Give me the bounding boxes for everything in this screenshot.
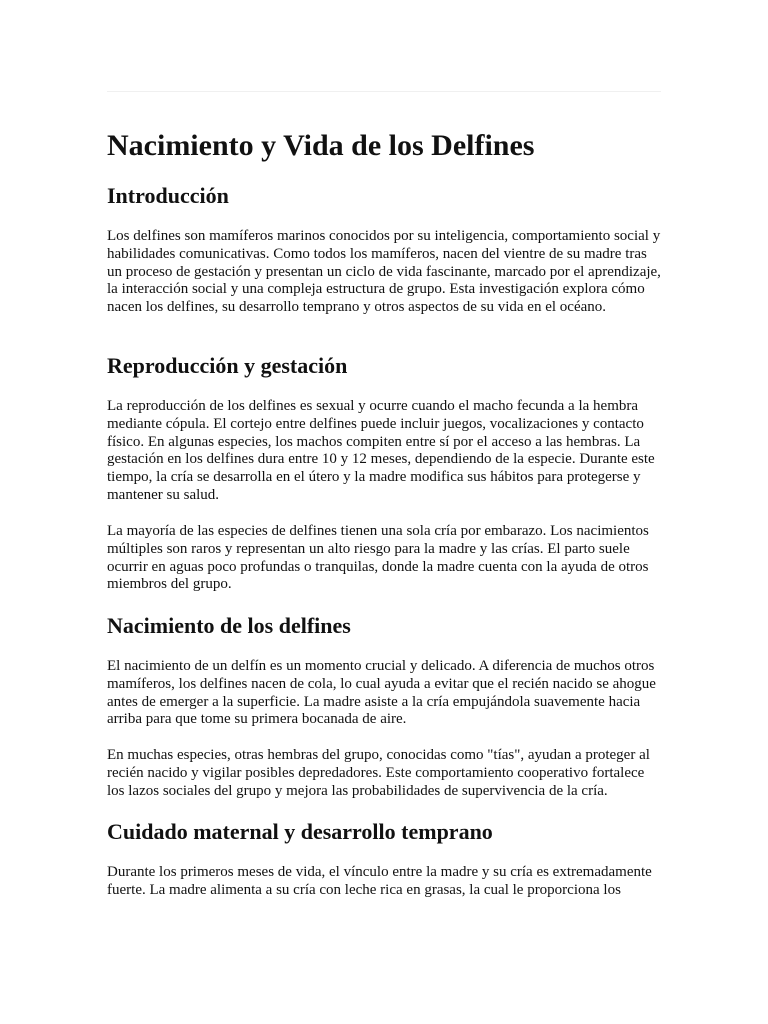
paragraph-nacimiento-2: En muchas especies, otras hembras del grupo, conocidas como "tías", ayudan a proteger al recién nacido y vigilar posibles depredadores. Este comportamiento cooperativo fortalece los lazos sociales del grupo y mejora las probabilidades de supervivencia de la cría. [107, 747, 650, 799]
paragraph-nacimiento-1: El nacimiento de un delfín es un momento crucial y delicado. A diferencia de muchos otros mamíferos, los delfines nacen de cola, lo cual ayuda a evitar que el recién nacido se ahogue antes de emerger a la superficie. La madre asiste a la cría empujándola suavemente hacia arriba para que tome su primera bocanada de aire. [107, 658, 656, 728]
paragraph-cuidado-1: Durante los primeros meses de vida, el vínculo entre la madre y su cría es extremadamente fuerte. La madre alimenta a su cría con leche rica en grasas, la cual le proporciona los [107, 864, 652, 898]
section-heading-introduccion: Introducción [107, 183, 229, 208]
paragraph-introduccion-1: Los delfines son mamíferos marinos conocidos por su inteligencia, comportamiento social y habilidades comunicativas. Como todos los mamíferos, nacen del vientre de su madre tras un proceso de gestación y presentan un ciclo de vida fascinante, marcado por el aprendizaje, la interacción social y una compleja estructura de grupo. Esta investigación explora cómo nacen los delfines, su desarrollo temprano y otros aspectos de su vida en el océano. [107, 228, 661, 316]
paragraph-reproduccion-1: La reproducción de los delfines es sexual y ocurre cuando el macho fecunda a la hembra mediante cópula. El cortejo entre delfines puede incluir juegos, vocalizaciones y contacto físico. En algunas especies, los machos compiten entre sí por el acceso a las hembras. La gestación en los delfines dura entre 10 y 12 meses, dependiendo de la especie. Durante este tiempo, la cría se desarrolla en el útero y la madre modifica sus hábitos para protegerse y mantener su salud. [107, 398, 655, 503]
top-divider [107, 91, 661, 92]
section-heading-reproduccion: Reproducción y gestación [107, 353, 348, 378]
document-title: Nacimiento y Vida de los Delfines [107, 129, 535, 162]
paragraph-reproduccion-2: La mayoría de las especies de delfines tienen una sola cría por embarazo. Los nacimientos múltiples son raros y representan un alto riesgo para la madre y las crías. El parto suele ocurrir en aguas poco profundas o tranquilas, donde la madre cuenta con la ayuda de otros miembros del grupo. [107, 523, 649, 593]
section-heading-cuidado: Cuidado maternal y desarrollo temprano [107, 819, 493, 844]
section-heading-nacimiento: Nacimiento de los delfines [107, 613, 351, 638]
